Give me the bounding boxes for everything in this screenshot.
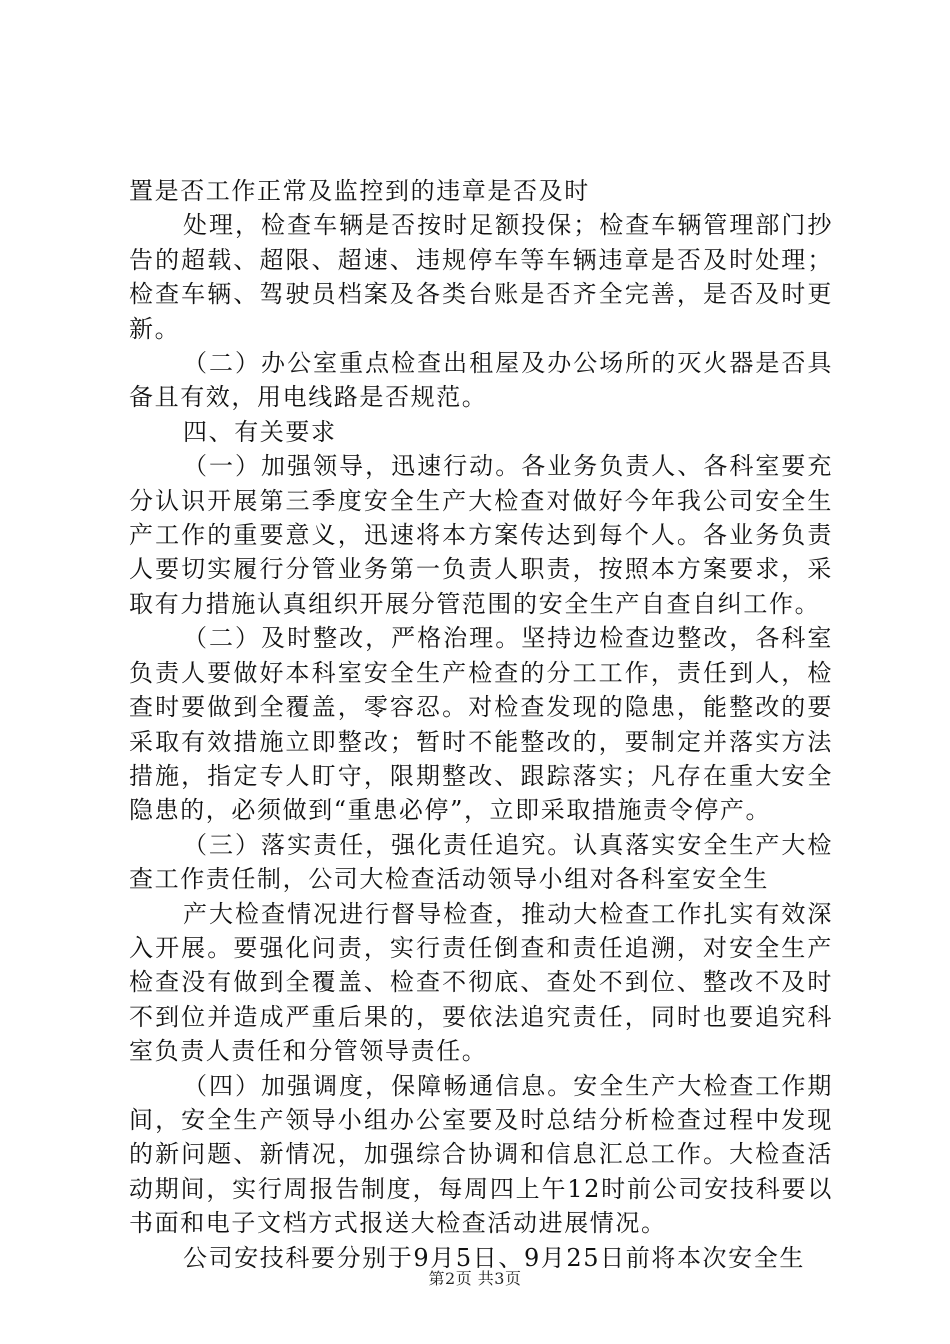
paragraph-6: （二）及时整改，严格治理。坚持边检查边整改，各科室负责人要做好本科室安全生产检查的分工工作，责任到人，检查时要做到全覆盖，零容忍。对检查发现的隐患，能整改的要采取有效措施立即整改；暂时不能整改的，要制定并落实方法措施，指定专人盯守，限期整改、跟踪落实；凡存在重大安全隐患的，必须做到“重患必停”，立即采取措施责令停产。 bbox=[129, 624, 833, 825]
paragraph-8: 产大检查情况进行督导检查，推动大检查工作扎实有效深入开展。要强化问责，实行责任倒查和责任追溯，对安全生产检查没有做到全覆盖、检查不彻底、查处不到位、整改不及时不到位并造成严重后果的，要依法追究责任，同时也要追究科室负责人责任和分管领导责任。 bbox=[129, 899, 833, 1066]
section-heading: 四、有关要求 bbox=[183, 417, 337, 446]
paragraph-3: （二）办公室重点检查出租屋及办公场所的灭火器是否具备且有效，用电线路是否规范。 bbox=[129, 349, 833, 412]
document-body bbox=[129, 174, 833, 1275]
paragraph-5: （一）加强领导，迅速行动。各业务负责人、各科室要充分认识开展第三季度安全生产大检查对做好今年我公司安全生产工作的重要意义，迅速将本方案传达到每个人。各业务负责人要切实履行分管业务第一负责人职责，按照本方案要求，采取有力措施认真组织开展分管范围的安全生产自查自纠工作。 bbox=[129, 452, 833, 618]
paragraph-9: （四）加强调度，保障畅通信息。安全生产大检查工作期间，安全生产领导小组办公室要及时总结分析检查过程中发现的新问题、新情况，加强综合协调和信息汇总工作。大检查活动期间，实行周报告制度，每周四上午12时前公司安技科要以书面和电子文档方式报送大检查活动进展情况。 bbox=[129, 1071, 833, 1238]
page-number-footer: 第2页 共3页 bbox=[428, 1269, 522, 1288]
paragraph-1: 置是否工作正常及监控到的违章是否及时 bbox=[129, 177, 590, 205]
paragraph-7: （三）落实责任，强化责任追究。认真落实安全生产大检查工作责任制，公司大检查活动领导小组对各科室安全生 bbox=[129, 830, 833, 894]
paragraph-10: 公司安技科要分别于9月5日、9月25日前将本次安全生 bbox=[183, 1243, 805, 1272]
paragraph-2: 处理，检查车辆是否按时足额投保；检查车辆管理部门抄告的超载、超限、超速、违规停车等车辆违章是否及时处理；检查车辆、驾驶员档案及各类台账是否齐全完善，是否及时更新。 bbox=[129, 211, 833, 343]
